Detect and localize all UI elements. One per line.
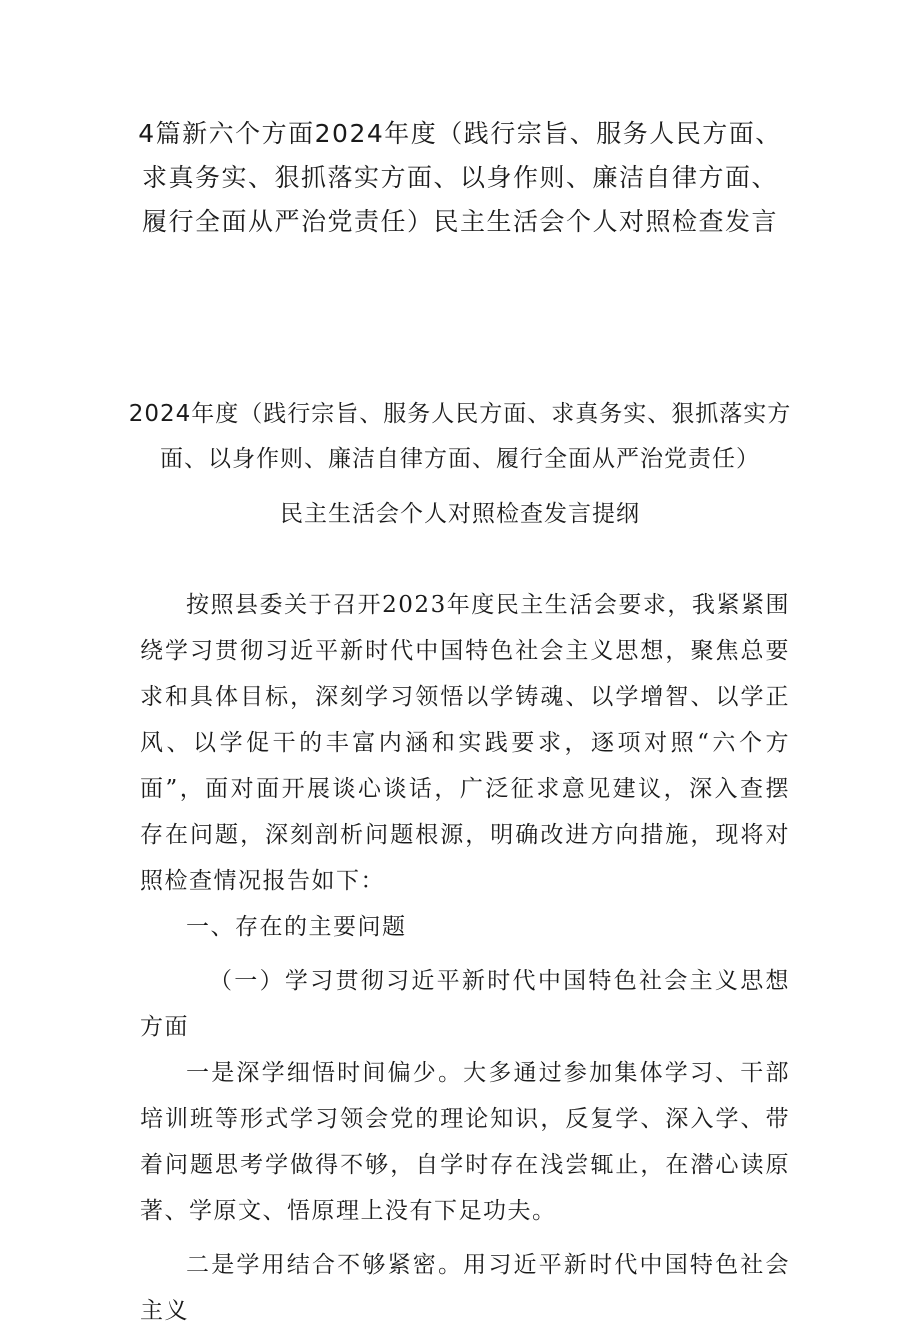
document-subtitle [125,392,795,537]
document-body [140,582,790,1334]
subtitle-line-1: 2024年度（践行宗旨、服务人民方面、求真务实、狠抓落实方面、以身作则、廉洁自律方面、履行全面从严治党责任） [128,401,792,472]
section-heading: 一、存在的主要问题 [186,914,407,940]
point-two-paragraph: 二是学用结合不够紧密。用习近平新时代中国特色社会主义 [140,1252,790,1324]
point-one-paragraph: 一是深学细悟时间偏少。大多通过参加集体学习、干部培训班等形式学习领会党的理论知识，反复学、深入学、带着问题思考学做得不够，自学时存在浅尝辄止，在潜心读原著、学原文、悟原理上没有下足功夫。 [140,1060,790,1224]
subsection-heading: （一）学习贯彻习近平新时代中国特色社会主义思想方面 [140,968,790,1040]
subtitle-line-2: 民主生活会个人对照检查发言提纲 [280,501,640,527]
intro-paragraph: 按照县委关于召开2023年度民主生活会要求，我紧紧围绕学习贯彻习近平新时代中国特色社会主义思想，聚焦总要求和具体目标，深刻学习领悟以学铸魂、以学增智、以学正风、以学促干的丰富内涵和实践要求，逐项对照“六个方面”，面对面开展谈心谈话，广泛征求意见建议，深入查摆存在问题，深刻剖析问题根源，明确改进方向措施，现将对照检查情况报告如下： [140,592,790,894]
document-main-title: 4篇新六个方面2024年度（践行宗旨、服务人民方面、求真务实、狠抓落实方面、以身作则、廉洁自律方面、履行全面从严治党责任）民主生活会个人对照检查发言 [138,119,782,236]
